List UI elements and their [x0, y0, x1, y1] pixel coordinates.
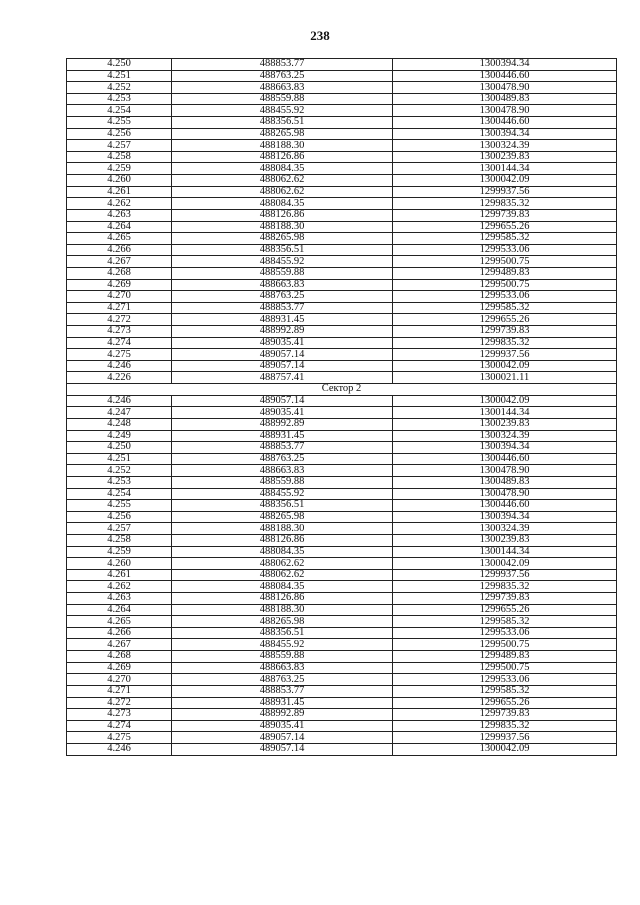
table-row — [67, 407, 617, 419]
x-coordinate-cell: 488559.88 — [172, 651, 393, 663]
table-row — [67, 558, 617, 570]
y-coordinate-cell: 1299533.06 — [393, 244, 617, 256]
y-coordinate-cell: 1300324.39 — [393, 140, 617, 152]
y-coordinate-cell: 1299937.56 — [393, 186, 617, 198]
y-coordinate-cell: 1300446.60 — [393, 453, 617, 465]
x-coordinate-cell: 488559.88 — [172, 93, 393, 105]
point-number-cell: 4.266 — [67, 627, 172, 639]
y-coordinate-cell: 1299585.32 — [393, 302, 617, 314]
x-coordinate-cell: 488062.62 — [172, 186, 393, 198]
y-coordinate-cell: 1299655.26 — [393, 604, 617, 616]
table-row — [67, 186, 617, 198]
y-coordinate-cell: 1299739.83 — [393, 593, 617, 605]
point-number-cell: 4.266 — [67, 244, 172, 256]
x-coordinate-cell: 488931.45 — [172, 430, 393, 442]
table-row — [67, 279, 617, 291]
section-title: Сектор 2 — [67, 384, 617, 396]
table-row — [67, 198, 617, 210]
x-coordinate-cell: 488559.88 — [172, 267, 393, 279]
table-row — [67, 418, 617, 430]
y-coordinate-cell: 1300042.09 — [393, 395, 617, 407]
table-row — [67, 256, 617, 268]
point-number-cell: 4.271 — [67, 685, 172, 697]
table-row — [67, 302, 617, 314]
x-coordinate-cell: 489057.14 — [172, 732, 393, 744]
y-coordinate-cell: 1300478.90 — [393, 105, 617, 117]
point-number-cell: 4.247 — [67, 407, 172, 419]
table-row — [67, 128, 617, 140]
table-row — [67, 105, 617, 117]
y-coordinate-cell: 1299739.83 — [393, 326, 617, 338]
y-coordinate-cell: 1299533.06 — [393, 291, 617, 303]
y-coordinate-cell: 1300394.34 — [393, 442, 617, 454]
y-coordinate-cell: 1299489.83 — [393, 267, 617, 279]
x-coordinate-cell: 488663.83 — [172, 279, 393, 291]
y-coordinate-cell: 1299533.06 — [393, 674, 617, 686]
x-coordinate-cell: 488992.89 — [172, 709, 393, 721]
table-row — [67, 326, 617, 338]
x-coordinate-cell: 488188.30 — [172, 523, 393, 535]
table-row — [67, 291, 617, 303]
x-coordinate-cell: 488757.41 — [172, 372, 393, 384]
x-coordinate-cell: 488126.86 — [172, 151, 393, 163]
y-coordinate-cell: 1299585.32 — [393, 616, 617, 628]
y-coordinate-cell: 1299500.75 — [393, 662, 617, 674]
point-number-cell: 4.257 — [67, 523, 172, 535]
y-coordinate-cell: 1299937.56 — [393, 349, 617, 361]
point-number-cell: 4.263 — [67, 593, 172, 605]
x-coordinate-cell: 489057.14 — [172, 360, 393, 372]
x-coordinate-cell: 489057.14 — [172, 349, 393, 361]
point-number-cell: 4.271 — [67, 302, 172, 314]
x-coordinate-cell: 488559.88 — [172, 476, 393, 488]
point-number-cell: 4.246 — [67, 395, 172, 407]
table-row — [67, 720, 617, 732]
point-number-cell: 4.259 — [67, 163, 172, 175]
table-row — [67, 743, 617, 755]
x-coordinate-cell: 488084.35 — [172, 198, 393, 210]
y-coordinate-cell: 1300478.90 — [393, 82, 617, 94]
x-coordinate-cell: 488455.92 — [172, 488, 393, 500]
point-number-cell: 4.270 — [67, 291, 172, 303]
table-row — [67, 70, 617, 82]
y-coordinate-cell: 1299835.32 — [393, 581, 617, 593]
x-coordinate-cell: 488126.86 — [172, 593, 393, 605]
x-coordinate-cell: 488853.77 — [172, 302, 393, 314]
table-row — [67, 117, 617, 129]
x-coordinate-cell: 488663.83 — [172, 82, 393, 94]
x-coordinate-cell: 488356.51 — [172, 627, 393, 639]
x-coordinate-cell: 488062.62 — [172, 569, 393, 581]
x-coordinate-cell: 488188.30 — [172, 140, 393, 152]
page-number: 238 — [310, 28, 330, 43]
y-coordinate-cell: 1300239.83 — [393, 151, 617, 163]
point-number-cell: 4.256 — [67, 128, 172, 140]
y-coordinate-cell: 1299500.75 — [393, 256, 617, 268]
y-coordinate-cell: 1299655.26 — [393, 221, 617, 233]
point-number-cell: 4.248 — [67, 418, 172, 430]
x-coordinate-cell: 488126.86 — [172, 209, 393, 221]
x-coordinate-cell: 488062.62 — [172, 175, 393, 187]
point-number-cell: 4.273 — [67, 326, 172, 338]
x-coordinate-cell: 488356.51 — [172, 117, 393, 129]
point-number-cell: 4.261 — [67, 186, 172, 198]
x-coordinate-cell: 488931.45 — [172, 314, 393, 326]
table-row — [67, 233, 617, 245]
table-row — [67, 534, 617, 546]
point-number-cell: 4.253 — [67, 476, 172, 488]
table-row — [67, 523, 617, 535]
point-number-cell: 4.254 — [67, 105, 172, 117]
point-number-cell: 4.255 — [67, 500, 172, 512]
table-row — [67, 93, 617, 105]
y-coordinate-cell: 1299500.75 — [393, 639, 617, 651]
point-number-cell: 4.251 — [67, 453, 172, 465]
table-row — [67, 337, 617, 349]
y-coordinate-cell: 1299937.56 — [393, 569, 617, 581]
table-row — [67, 175, 617, 187]
point-number-cell: 4.274 — [67, 337, 172, 349]
coordinates-table — [66, 58, 617, 756]
point-number-cell: 4.274 — [67, 720, 172, 732]
table-row — [67, 604, 617, 616]
point-number-cell: 4.263 — [67, 209, 172, 221]
y-coordinate-cell: 1300144.34 — [393, 546, 617, 558]
x-coordinate-cell: 489035.41 — [172, 407, 393, 419]
y-coordinate-cell: 1300144.34 — [393, 407, 617, 419]
x-coordinate-cell: 488663.83 — [172, 465, 393, 477]
x-coordinate-cell: 488062.62 — [172, 558, 393, 570]
table-row — [67, 372, 617, 384]
point-number-cell: 4.253 — [67, 93, 172, 105]
point-number-cell: 4.251 — [67, 70, 172, 82]
table-row — [67, 442, 617, 454]
y-coordinate-cell: 1300478.90 — [393, 465, 617, 477]
point-number-cell: 4.265 — [67, 616, 172, 628]
y-coordinate-cell: 1300324.39 — [393, 430, 617, 442]
point-number-cell: 4.260 — [67, 175, 172, 187]
point-number-cell: 4.256 — [67, 511, 172, 523]
x-coordinate-cell: 489035.41 — [172, 720, 393, 732]
point-number-cell: 4.246 — [67, 743, 172, 755]
table-row — [67, 221, 617, 233]
point-number-cell: 4.275 — [67, 349, 172, 361]
table-row — [67, 581, 617, 593]
point-number-cell: 4.258 — [67, 151, 172, 163]
y-coordinate-cell: 1299835.32 — [393, 198, 617, 210]
y-coordinate-cell: 1300394.34 — [393, 511, 617, 523]
table-row — [67, 163, 617, 175]
y-coordinate-cell: 1299655.26 — [393, 697, 617, 709]
x-coordinate-cell: 488356.51 — [172, 500, 393, 512]
x-coordinate-cell: 488853.77 — [172, 685, 393, 697]
x-coordinate-cell: 488356.51 — [172, 244, 393, 256]
point-number-cell: 4.250 — [67, 59, 172, 71]
x-coordinate-cell: 488992.89 — [172, 326, 393, 338]
y-coordinate-cell: 1299489.83 — [393, 651, 617, 663]
point-number-cell: 4.272 — [67, 314, 172, 326]
point-number-cell: 4.226 — [67, 372, 172, 384]
table-row — [67, 209, 617, 221]
y-coordinate-cell: 1300144.34 — [393, 163, 617, 175]
point-number-cell: 4.268 — [67, 651, 172, 663]
point-number-cell: 4.250 — [67, 442, 172, 454]
point-number-cell: 4.267 — [67, 639, 172, 651]
x-coordinate-cell: 488763.25 — [172, 453, 393, 465]
table-row — [67, 639, 617, 651]
point-number-cell: 4.269 — [67, 662, 172, 674]
point-number-cell: 4.265 — [67, 233, 172, 245]
table-row — [67, 151, 617, 163]
y-coordinate-cell: 1300489.83 — [393, 476, 617, 488]
x-coordinate-cell: 488763.25 — [172, 674, 393, 686]
x-coordinate-cell: 488455.92 — [172, 105, 393, 117]
y-coordinate-cell: 1300042.09 — [393, 360, 617, 372]
point-number-cell: 4.255 — [67, 117, 172, 129]
x-coordinate-cell: 488455.92 — [172, 256, 393, 268]
x-coordinate-cell: 488084.35 — [172, 581, 393, 593]
x-coordinate-cell: 488931.45 — [172, 697, 393, 709]
point-number-cell: 4.264 — [67, 604, 172, 616]
y-coordinate-cell: 1299585.32 — [393, 233, 617, 245]
point-number-cell: 4.259 — [67, 546, 172, 558]
x-coordinate-cell: 488763.25 — [172, 291, 393, 303]
x-coordinate-cell: 489035.41 — [172, 337, 393, 349]
table-row — [67, 82, 617, 94]
section-header-row — [67, 384, 617, 396]
x-coordinate-cell: 489057.14 — [172, 743, 393, 755]
point-number-cell: 4.262 — [67, 581, 172, 593]
y-coordinate-cell: 1299533.06 — [393, 627, 617, 639]
table-row — [67, 476, 617, 488]
x-coordinate-cell: 488265.98 — [172, 511, 393, 523]
y-coordinate-cell: 1300021.11 — [393, 372, 617, 384]
point-number-cell: 4.260 — [67, 558, 172, 570]
x-coordinate-cell: 488188.30 — [172, 604, 393, 616]
table-row — [67, 732, 617, 744]
table-row — [67, 709, 617, 721]
x-coordinate-cell: 488853.77 — [172, 59, 393, 71]
table-row — [67, 697, 617, 709]
x-coordinate-cell: 489057.14 — [172, 395, 393, 407]
point-number-cell: 4.262 — [67, 198, 172, 210]
y-coordinate-cell: 1299739.83 — [393, 209, 617, 221]
y-coordinate-cell: 1300394.34 — [393, 59, 617, 71]
table-row — [67, 395, 617, 407]
table-row — [67, 662, 617, 674]
x-coordinate-cell: 488455.92 — [172, 639, 393, 651]
table-row — [67, 674, 617, 686]
point-number-cell: 4.258 — [67, 534, 172, 546]
y-coordinate-cell: 1299739.83 — [393, 709, 617, 721]
x-coordinate-cell: 488265.98 — [172, 233, 393, 245]
table-row — [67, 569, 617, 581]
y-coordinate-cell: 1299937.56 — [393, 732, 617, 744]
point-number-cell: 4.249 — [67, 430, 172, 442]
y-coordinate-cell: 1300489.83 — [393, 93, 617, 105]
y-coordinate-cell: 1300042.09 — [393, 558, 617, 570]
y-coordinate-cell: 1300446.60 — [393, 117, 617, 129]
y-coordinate-cell: 1299500.75 — [393, 279, 617, 291]
y-coordinate-cell: 1300239.83 — [393, 418, 617, 430]
table-row — [67, 453, 617, 465]
table-row — [67, 616, 617, 628]
point-number-cell: 4.257 — [67, 140, 172, 152]
y-coordinate-cell: 1299655.26 — [393, 314, 617, 326]
table-row — [67, 349, 617, 361]
table-row — [67, 244, 617, 256]
table-row — [67, 627, 617, 639]
x-coordinate-cell: 488188.30 — [172, 221, 393, 233]
point-number-cell: 4.270 — [67, 674, 172, 686]
y-coordinate-cell: 1300446.60 — [393, 500, 617, 512]
table-row — [67, 593, 617, 605]
table-row — [67, 651, 617, 663]
y-coordinate-cell: 1299585.32 — [393, 685, 617, 697]
x-coordinate-cell: 488084.35 — [172, 546, 393, 558]
y-coordinate-cell: 1300478.90 — [393, 488, 617, 500]
point-number-cell: 4.254 — [67, 488, 172, 500]
point-number-cell: 4.273 — [67, 709, 172, 721]
y-coordinate-cell: 1300446.60 — [393, 70, 617, 82]
table-row — [67, 465, 617, 477]
point-number-cell: 4.261 — [67, 569, 172, 581]
table-row — [67, 360, 617, 372]
point-number-cell: 4.252 — [67, 82, 172, 94]
table-row — [67, 59, 617, 71]
table-row — [67, 546, 617, 558]
point-number-cell: 4.272 — [67, 697, 172, 709]
point-number-cell: 4.252 — [67, 465, 172, 477]
table-row — [67, 500, 617, 512]
table-row — [67, 685, 617, 697]
table-row — [67, 314, 617, 326]
table-row — [67, 267, 617, 279]
x-coordinate-cell: 488663.83 — [172, 662, 393, 674]
x-coordinate-cell: 488084.35 — [172, 163, 393, 175]
table-row — [67, 430, 617, 442]
y-coordinate-cell: 1300324.39 — [393, 523, 617, 535]
x-coordinate-cell: 488265.98 — [172, 616, 393, 628]
x-coordinate-cell: 488265.98 — [172, 128, 393, 140]
point-number-cell: 4.268 — [67, 267, 172, 279]
y-coordinate-cell: 1300042.09 — [393, 743, 617, 755]
y-coordinate-cell: 1300394.34 — [393, 128, 617, 140]
y-coordinate-cell: 1299835.32 — [393, 720, 617, 732]
table-row — [67, 488, 617, 500]
point-number-cell: 4.269 — [67, 279, 172, 291]
point-number-cell: 4.267 — [67, 256, 172, 268]
table-row — [67, 140, 617, 152]
point-number-cell: 4.246 — [67, 360, 172, 372]
y-coordinate-cell: 1300239.83 — [393, 534, 617, 546]
x-coordinate-cell: 488763.25 — [172, 70, 393, 82]
x-coordinate-cell: 488126.86 — [172, 534, 393, 546]
point-number-cell: 4.275 — [67, 732, 172, 744]
y-coordinate-cell: 1299835.32 — [393, 337, 617, 349]
table-row — [67, 511, 617, 523]
y-coordinate-cell: 1300042.09 — [393, 175, 617, 187]
point-number-cell: 4.264 — [67, 221, 172, 233]
x-coordinate-cell: 488853.77 — [172, 442, 393, 454]
coordinates-table-body — [67, 59, 617, 756]
x-coordinate-cell: 488992.89 — [172, 418, 393, 430]
